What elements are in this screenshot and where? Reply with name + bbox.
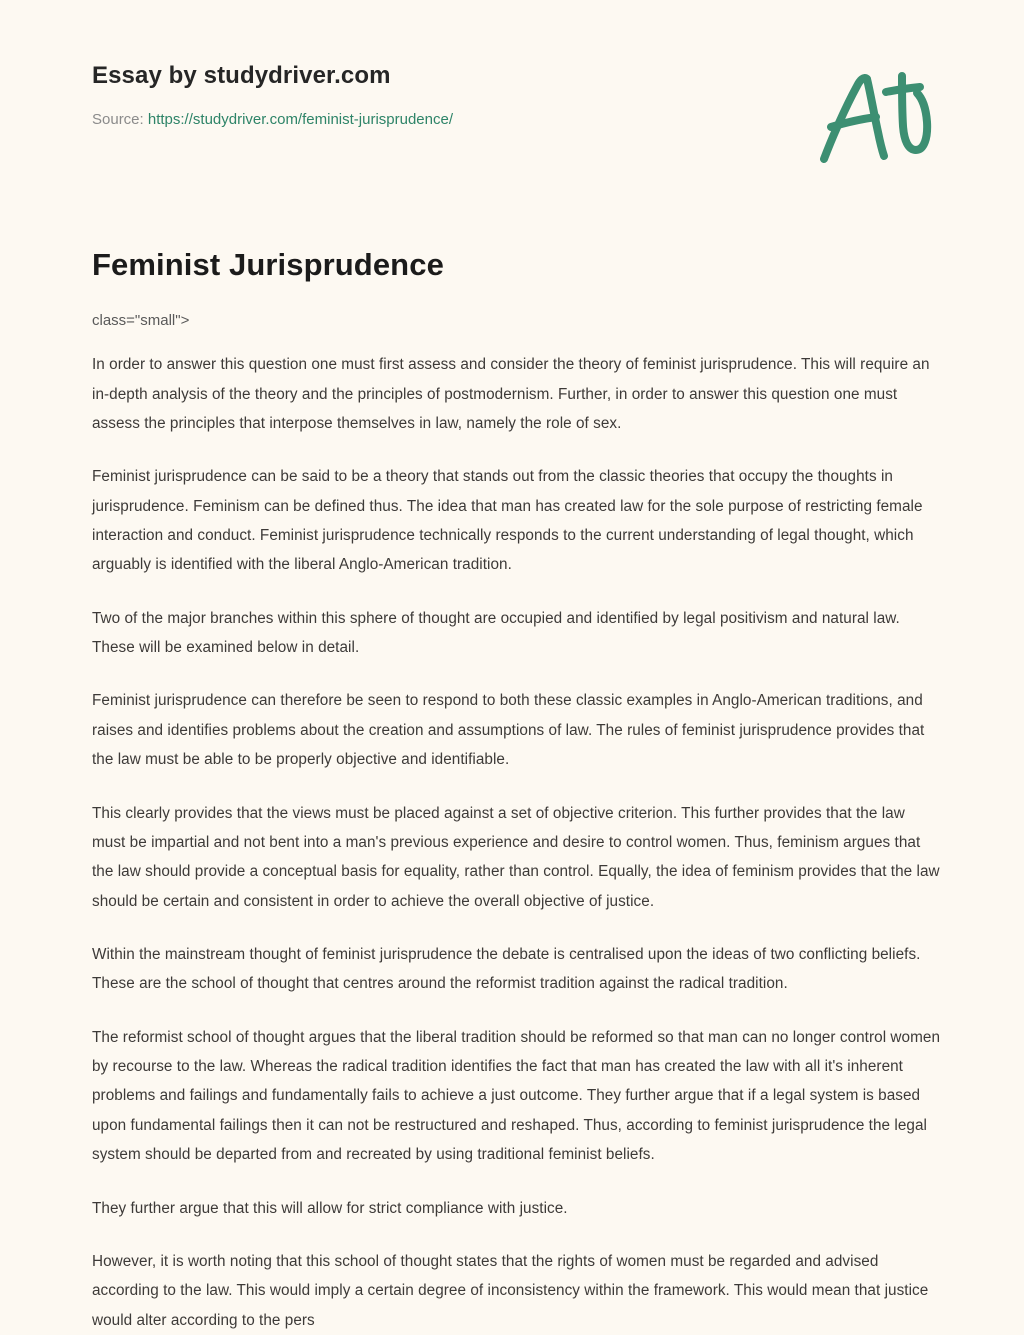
paragraph: Within the mainstream thought of feminist jurisprudence the debate is centralised upon the ideas of two conflicting beliefs. These are the school of thought that centres around the reformist tradition against the radical tradition. <box>92 946 921 993</box>
page-title: Feminist Jurisprudence <box>92 247 444 282</box>
source-url-link[interactable]: https://studydriver.com/feminist-jurisprudence/ <box>147 110 453 128</box>
source-label: Source: <box>92 110 144 128</box>
paragraph: This clearly provides that the views must be placed against a set of objective criterion. This further provides that the law must be impartial and not bent into a man's previous experience and desire to control women. Thus, feminism argues that the law should provide a conceptual basis for equality, rather than control. Equally, the idea of feminism provides that the law should be certain and consistent in order to achieve the overall objective of justice. <box>92 804 940 910</box>
byline: Essay by studydriver.com <box>92 62 391 89</box>
paragraph: The reformist school of thought argues that the liberal tradition should be reformed so that man can no longer control women by recourse to the law. Whereas the radical tradition identifies the fact that man has created the law with all it's inherent problems and failings and fundamentally fails to achieve a just outcome. They further argue that if a legal system is based upon fundamental failings then it can not be restructured and reshaped. Thus, according to feminist jurisprudence the legal system should be departed from and recreated by using traditional feminist beliefs. <box>92 1028 940 1164</box>
paragraph: In order to answer this question one must first assess and consider the theory of feminist jurisprudence. This will require an in-depth analysis of the theory and the principles of postmodernism. Further, in order to answer this question one must assess the principles that interpose themselves in law, namely the role of sex. <box>92 356 930 432</box>
article-body <box>92 332 942 1335</box>
paragraph: They further argue that this will allow for strict compliance with justice. <box>92 1199 568 1217</box>
source-line <box>92 91 453 130</box>
paragraph: Feminist jurisprudence can be said to be a theory that stands out from the classic theories that occupy the thoughts in jurisprudence. Feminism can be defined thus. The idea that man has created law for the sole purpose of restricting female interaction and conduct. Feminist jurisprudence technically responds to the current understanding of legal thought, which arguably is identified with the liberal Anglo-American tradition. <box>92 468 923 574</box>
aplus-logo-icon <box>812 66 937 166</box>
paragraph: Feminist jurisprudence can therefore be seen to respond to both these classic examples in Anglo-American traditions, and raises and identifies problems about the creation and assumptions of law. The rules of feminist jurisprudence provides that the law must be able to be properly objective and identifiable. <box>92 692 925 769</box>
paragraph: Two of the major branches within this sphere of thought are occupied and identified by legal positivism and natural law. These will be examined below in detail. <box>92 609 900 657</box>
paragraph: However, it is worth noting that this school of thought states that the rights of women must be regarded and advised according to the law. This would imply a certain degree of inconsistency within the framework. This would mean that justice would alter according to the pers <box>92 1252 929 1329</box>
aplus-logo <box>812 66 937 166</box>
header-text-block <box>92 62 453 129</box>
class-attribute-artifact: class="small"> <box>92 311 190 329</box>
page-header <box>0 0 1024 190</box>
article <box>92 246 942 1335</box>
